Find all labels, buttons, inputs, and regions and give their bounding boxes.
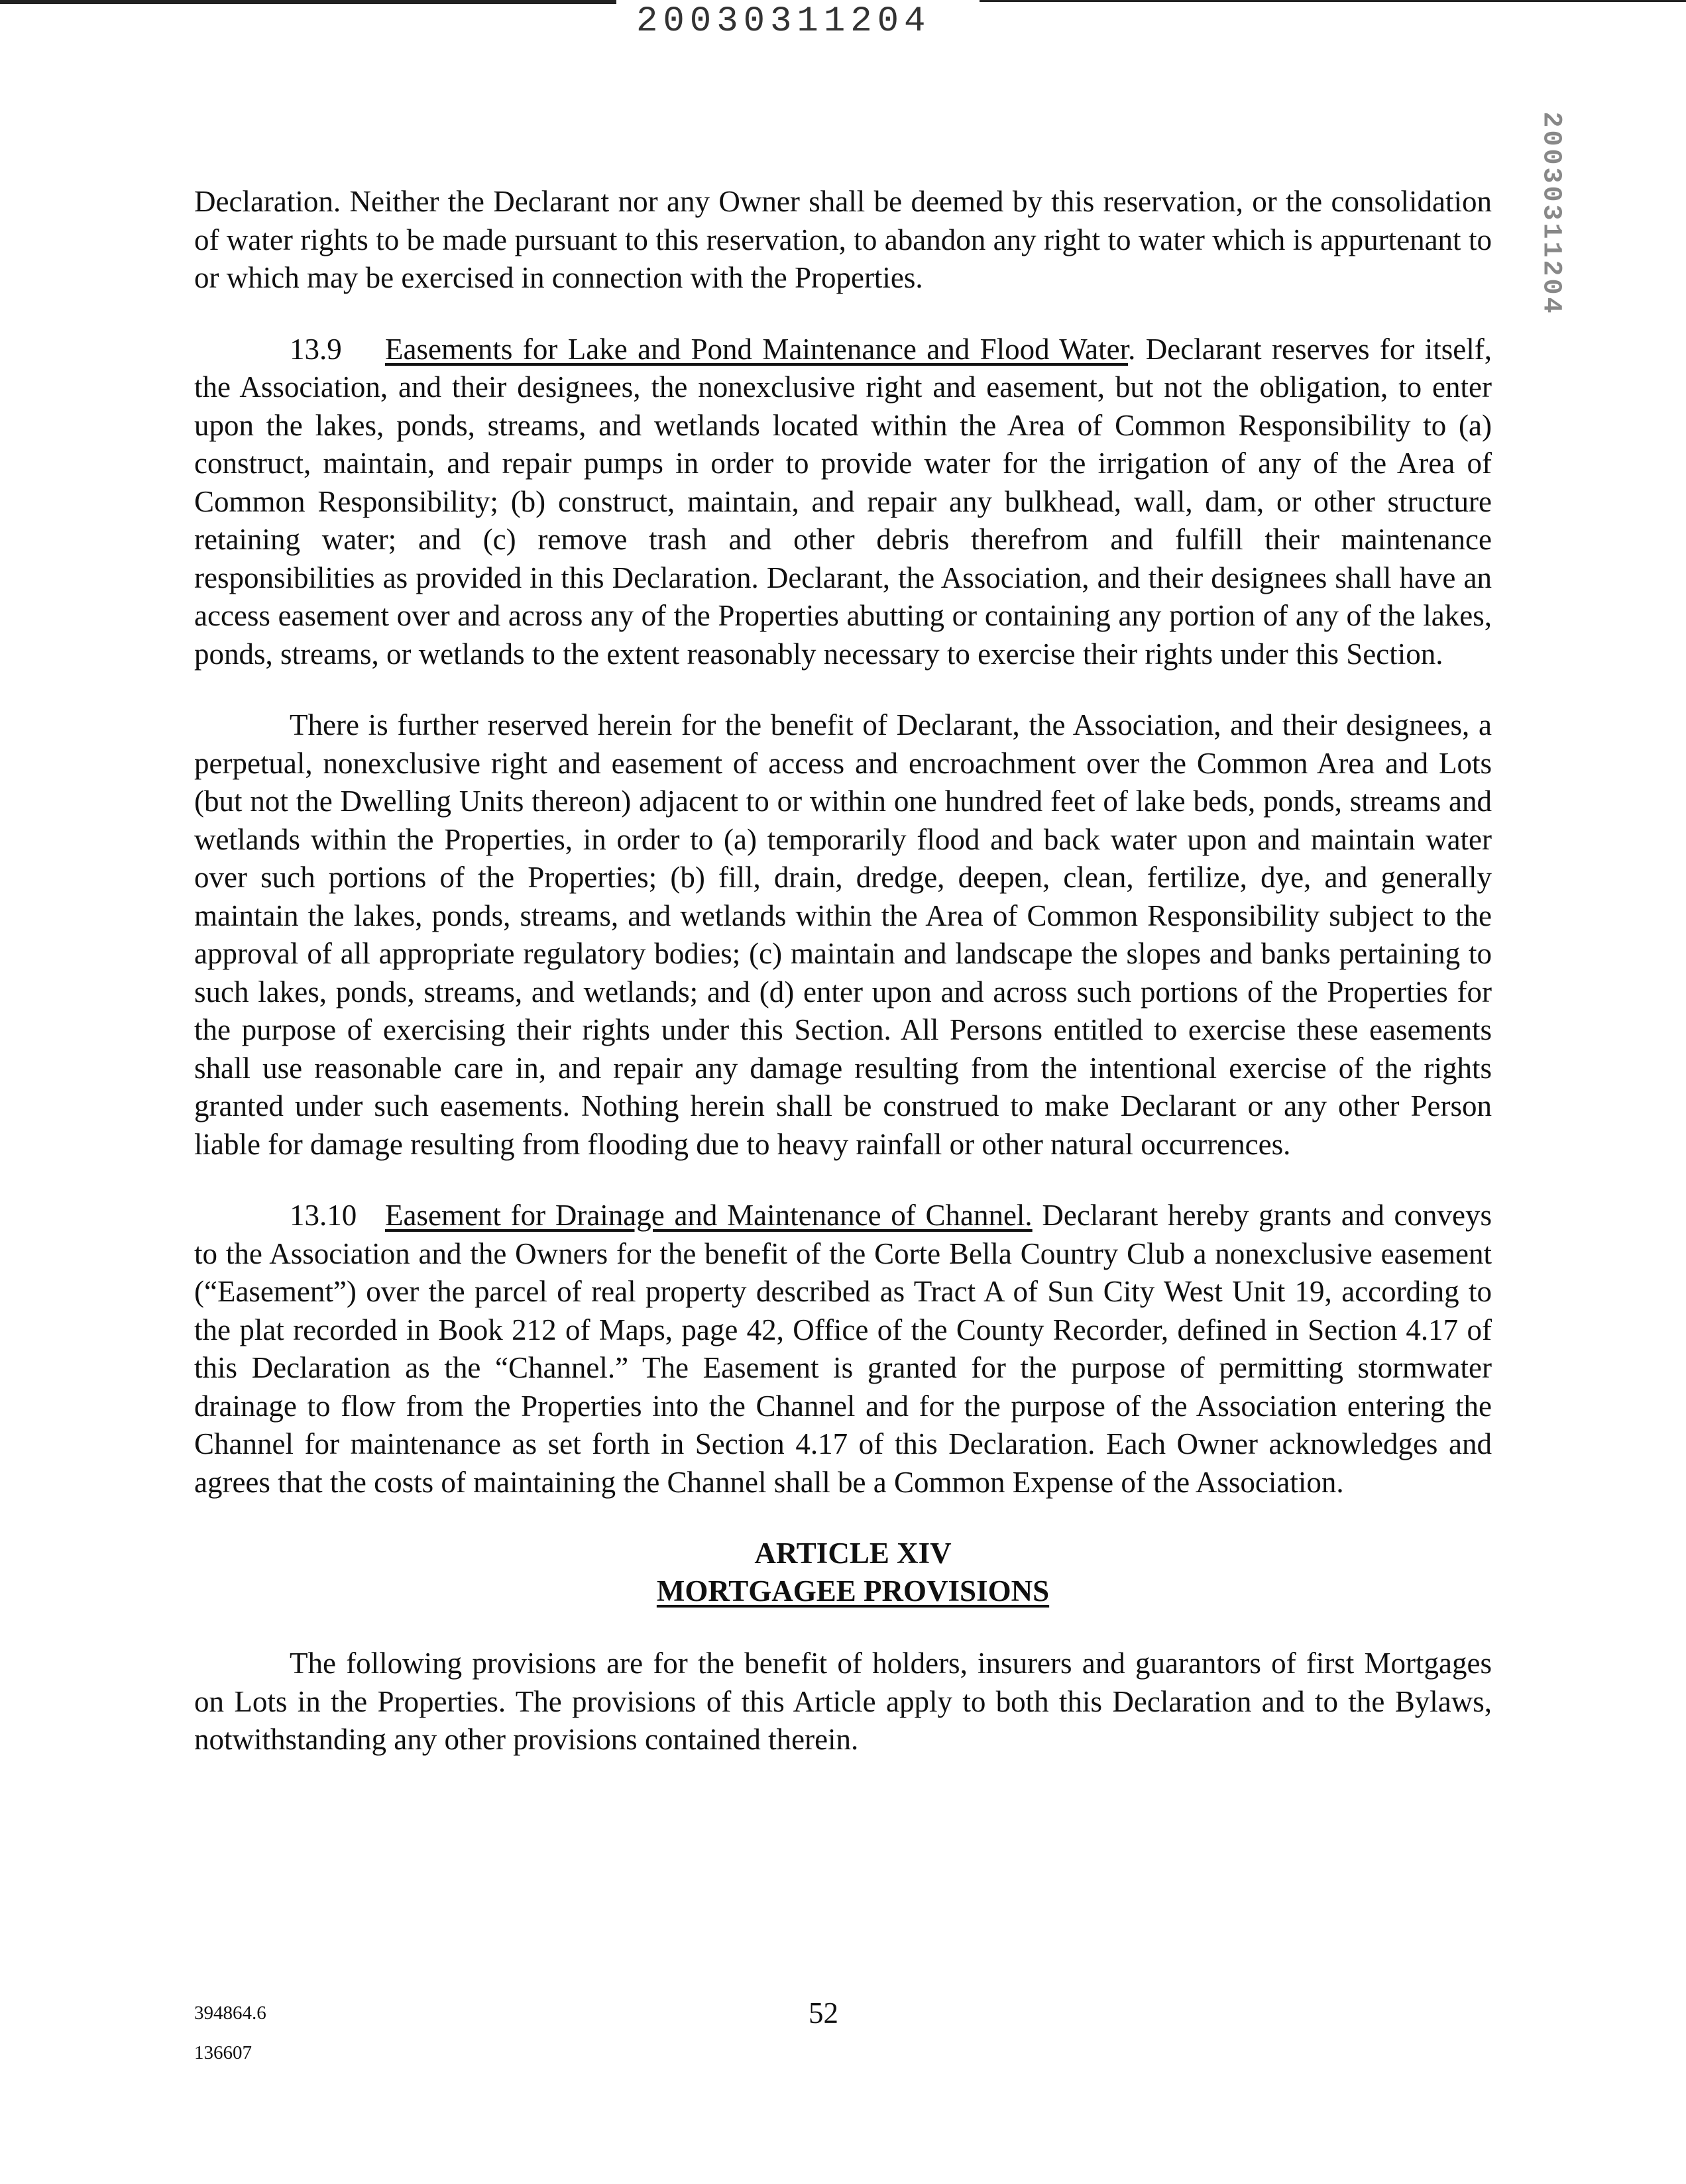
top-rule-left	[0, 0, 616, 4]
paragraph-article-intro: The following provisions are for the benefit of holders, insurers and guarantors of first Mortgages on Lots in the Properties. The provisions of this Article apply to both this Declaration and to the Bylaws, notwithstanding any other provisions contained therein.	[194, 1647, 1492, 1756]
article-number: ARTICLE XIV	[754, 1537, 952, 1570]
article-heading	[194, 1535, 1492, 1610]
document-body	[194, 183, 1492, 1792]
recording-number: 20030311204	[636, 1, 931, 42]
top-rule-right	[980, 0, 1686, 2]
article-title: MORTGAGEE PROVISIONS	[656, 1574, 1050, 1608]
section-13-9-title: Easements for Lake and Pond Maintenance and Flood Water	[385, 332, 1129, 366]
section-13-9-text: Declarant reserves for itself, the Association, and their designees, the nonexclusive right and easement, but not the obligation, to enter upon the lakes, ponds, streams, and wetlands located within the Area of Common Responsibility to (a) construct, maintain, and repair pumps in order to provide water for the irrigation of any of the Area of Common Responsibility; (b) construct, maintain, and repair any bulkhead, wall, dam, or other structure retaining water; and (c) remove trash and other debris therefrom and fulfill their maintenance responsibilities as provided in this Declaration. Declarant, the Association, and their designees shall have an access easement over and across any of the Properties abutting or containing any portion of any of the lakes, ponds, streams, or wetlands to the extent reasonably necessary to exercise their rights under this Section.	[194, 332, 1492, 671]
section-13-10-title: Easement for Drainage and Maintenance of Channel.	[385, 1199, 1033, 1232]
section-13-10-number: 13.10	[290, 1199, 357, 1232]
footer-doc-id-1: 394864.6	[194, 2002, 266, 2024]
footer-doc-ids	[194, 1993, 266, 2073]
section-13-10	[194, 1197, 1492, 1502]
section-13-9: 13.9 Easements for Lake and Pond Maintenance and Flood Water. Declarant reserves for itself, the Association, and their designees, the nonexclusive right and easement, but not the obligation, to enter upon the lakes, ponds, streams, and wetlands located within the Area of Common Responsibility to (a) construct, maintain, and repair pumps in order to provide water for the irrigation of any of the Area of Common Responsibility; (b) construct, maintain, and repair any bulkhead, wall, dam, or other structure retaining water; and (c) remove trash and other debris therefrom and fulfill their maintenance responsibilities as provided in this Declaration. Declarant, the Association, and their designees shall have an access easement over and across any of the Properties abutting or containing any portion of any of the lakes, ponds, streams, or wetlands to the extent reasonably necessary to exercise their rights under this Section.	[194, 331, 1492, 674]
side-stamp-text: 20030311204	[1536, 111, 1566, 316]
section-13-10-text: Declarant hereby grants and conveys to the Association and the Owners for the benefit of the Corte Bella Country Club a nonexclusive easement (“Easement”) over the parcel of real property described as Tract A of Sun City West Unit 19, according to the plat recorded in Book 212 of Maps, page 42, Office of the County Recorder, defined in Section 4.17 of this Declaration as the “Channel.” The Easement is granted for the purpose of permitting stormwater drainage to flow from the Properties into the Channel and for the purpose of the Association entering the Channel for maintenance as set forth in Section 4.17 of this Declaration. Each Owner acknowledges and agrees that the costs of maintaining the Channel shall be a Common Expense of the Association.	[194, 1199, 1492, 1499]
footer-doc-id-2: 136607	[194, 2042, 252, 2063]
side-stamp	[1536, 107, 1565, 319]
section-13-9-number: 13.9	[290, 332, 342, 366]
page-number: 52	[809, 1996, 838, 2030]
paragraph-further-reserved: There is further reserved herein for the benefit of Declarant, the Association, and their designees, a perpetual, nonexclusive right and easement of access and encroachment over the Common Area and Lots (but not the Dwelling Units thereon) adjacent to or within one hundred feet of lake beds, ponds, streams and wetlands within the Properties, in order to (a) temporarily flood and back water upon and maintain water over such portions of the Properties; (b) fill, drain, dredge, deepen, clean, fertilize, dye, and generally maintain the lakes, ponds, streams, and wetlands within the Area of Common Responsibility subject to the approval of all appropriate regulatory bodies; (c) maintain and landscape the slopes and banks pertaining to such lakes, ponds, streams, and wetlands; and (d) enter upon and across such portions of the Properties for the purpose of exercising their rights under this Section. All Persons entitled to exercise these easements shall use reasonable care in, and repair any damage resulting from the intentional exercise of the rights granted under such easements. Nothing herein shall be construed to make Declarant or any other Person liable for damage resulting from flooding due to heavy rainfall or other natural occurrences.	[194, 708, 1492, 1161]
paragraph-continuation: Declaration. Neither the Declarant nor any Owner shall be deemed by this reservation, or the consolidation of water rights to be made pursuant to this reservation, to abandon any right to water which is appurtenant to or which may be exercised in connection with the Properties.	[194, 185, 1492, 294]
